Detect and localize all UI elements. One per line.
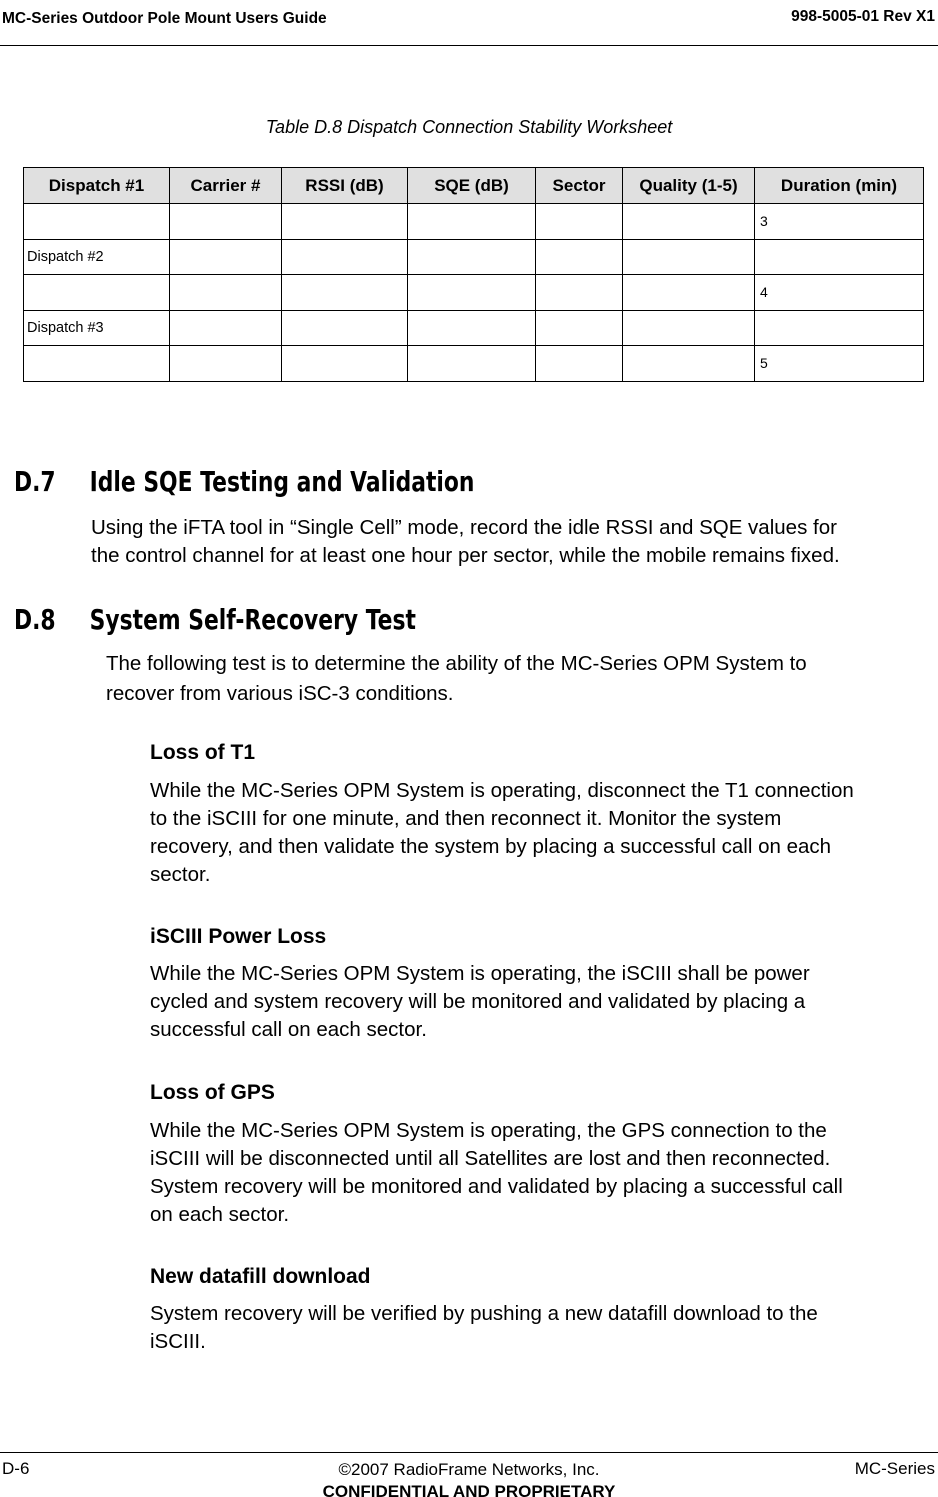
paragraph-line: System recovery will be verified by pushing a new datafill download to the [150, 1302, 818, 1325]
datafill-download-body [150, 1300, 818, 1356]
table-cell [755, 310, 924, 346]
table-cell [408, 204, 536, 240]
power-loss-body [150, 960, 810, 1044]
paragraph-line: recover from various iSC-3 conditions. [106, 682, 454, 705]
table-cell [536, 310, 623, 346]
table-cell [623, 239, 755, 275]
table-cell [24, 204, 170, 240]
paragraph-line: sector. [150, 863, 211, 886]
table-cell [408, 239, 536, 275]
section-d8-body [106, 649, 807, 709]
paragraph-line: iSCIII. [150, 1330, 206, 1353]
table-cell [282, 275, 408, 311]
paragraph-line: cycled and system recovery will be monitored and validated by placing a [150, 990, 806, 1013]
column-header: Quality (1-5) [623, 168, 755, 204]
product-name: MC-Series [854, 1459, 935, 1478]
paragraph-line: Using the iFTA tool in “Single Cell” mode, record the idle RSSI and SQE values for [91, 516, 837, 539]
table-cell [282, 239, 408, 275]
table-row [24, 275, 924, 311]
table-cell [408, 346, 536, 382]
table-cell [536, 204, 623, 240]
subheading-datafill-download: New datafill download [150, 1265, 371, 1288]
footer-center [0, 1459, 938, 1497]
column-header: Carrier # [170, 168, 282, 204]
table-row [24, 310, 924, 346]
table-cell [536, 239, 623, 275]
table-cell: 3 [755, 204, 924, 240]
table-cell [282, 310, 408, 346]
paragraph-line: on each sector. [150, 1203, 290, 1226]
section-d7-body [91, 514, 840, 570]
table-header-row [24, 168, 924, 204]
column-header: Dispatch #1 [24, 168, 170, 204]
table-cell: Dispatch #2 [24, 239, 170, 275]
section-title: Idle SQE Testing and Validation [89, 465, 475, 498]
footer-divider [0, 1452, 938, 1453]
table-row [24, 239, 924, 275]
table-cell: 5 [755, 346, 924, 382]
table-cell [408, 275, 536, 311]
subheading-loss-of-gps: Loss of GPS [150, 1081, 275, 1104]
table-cell [623, 346, 755, 382]
table-cell [282, 346, 408, 382]
paragraph-line: recovery, and then validate the system by placing a successful call on each [150, 835, 832, 858]
table-cell [282, 204, 408, 240]
table-cell: Dispatch #3 [24, 310, 170, 346]
copyright-notice: ©2007 RadioFrame Networks, Inc. [338, 1460, 600, 1479]
paragraph-line: While the MC-Series OPM System is operating, the iSCIII shall be power [150, 962, 810, 985]
table-cell [170, 204, 282, 240]
paragraph-line: System recovery will be monitored and validated by placing a successful call [150, 1175, 843, 1198]
paragraph-line: The following test is to determine the ability of the MC-Series OPM System to [106, 652, 807, 675]
column-header: RSSI (dB) [282, 168, 408, 204]
table-cell [24, 346, 170, 382]
table-cell [536, 275, 623, 311]
paragraph-line: the control channel for at least one hour per sector, while the mobile remains fixed. [91, 544, 840, 567]
document-id: 998-5005-01 Rev X1 [791, 8, 935, 25]
table-row [24, 346, 924, 382]
section-number: D.7 [14, 465, 56, 498]
table-row [24, 204, 924, 240]
page-number: D-6 [2, 1459, 30, 1478]
loss-of-gps-body [150, 1117, 843, 1229]
confidential-notice: CONFIDENTIAL AND PROPRIETARY [322, 1482, 616, 1497]
section-heading-d7 [14, 465, 474, 498]
table-cell [170, 275, 282, 311]
table-cell [536, 346, 623, 382]
column-header: Sector [536, 168, 623, 204]
paragraph-line: successful call on each sector. [150, 1018, 427, 1041]
paragraph-line: While the MC-Series OPM System is operating, the GPS connection to the [150, 1119, 827, 1142]
table-cell [623, 275, 755, 311]
dispatch-worksheet-table [23, 167, 924, 382]
table-cell [24, 275, 170, 311]
column-header: SQE (dB) [408, 168, 536, 204]
table-cell [623, 204, 755, 240]
paragraph-line: iSCIII will be disconnected until all Satellites are lost and then reconnected. [150, 1147, 831, 1170]
table-cell [170, 239, 282, 275]
section-number: D.8 [14, 603, 56, 636]
column-header: Duration (min) [755, 168, 924, 204]
table-cell: 4 [755, 275, 924, 311]
table-caption: Table D.8 Dispatch Connection Stability Worksheet [265, 117, 673, 137]
table-cell [170, 346, 282, 382]
paragraph-line: to the iSCIII for one minute, and then reconnect it. Monitor the system [150, 807, 782, 830]
table-cell [408, 310, 536, 346]
paragraph-line: While the MC-Series OPM System is operating, disconnect the T1 connection [150, 779, 854, 802]
running-header-title: MC-Series Outdoor Pole Mount Users Guide [2, 10, 327, 27]
header-divider [0, 45, 938, 46]
section-title: System Self-Recovery Test [89, 603, 416, 636]
subheading-power-loss: iSCIII Power Loss [150, 925, 327, 948]
loss-of-t1-body [150, 777, 854, 889]
section-heading-d8 [14, 603, 416, 636]
table-cell [755, 239, 924, 275]
subheading-loss-of-t1: Loss of T1 [150, 741, 256, 764]
table-cell [170, 310, 282, 346]
table-cell [623, 310, 755, 346]
